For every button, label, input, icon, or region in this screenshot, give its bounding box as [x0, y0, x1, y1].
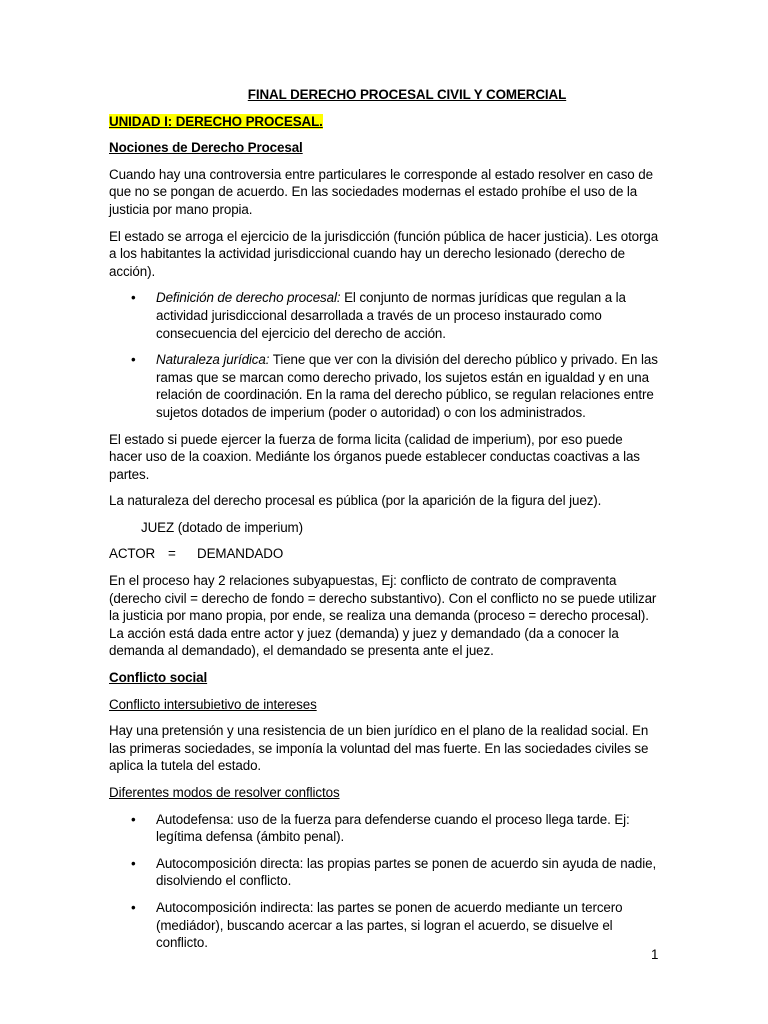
- juez-line: JUEZ (dotado de imperium): [141, 519, 303, 535]
- paragraph-imperium: El estado si puede ejercer la fuerza de forma licita (calidad de imperium), por eso puede hacer uso de la coaxion. Mediánte los órganos puede establecer conductas coactivas a las partes.: [109, 431, 640, 482]
- demandado-label: DEMANDADO: [197, 546, 284, 562]
- subheading-modos-resolver: Diferentes modos de resolver conflictos: [109, 785, 340, 800]
- list-item-definicion: [109, 289, 659, 342]
- paragraph-controversia: Cuando hay una controversia entre particulares le corresponde al estado resolver en caso de que no se pongan de acuerdo. En las sociedades modernas el estado prohíbe el uso de la justicia por mano propia.: [109, 166, 653, 217]
- bullet-icon: •: [131, 290, 136, 306]
- bullet-icon: •: [131, 352, 136, 368]
- list-item-text: Autocomposición directa: las propias partes se ponen de acuerdo sin ayuda de nadie, disolviendo el conflicto.: [156, 855, 657, 889]
- definition-term: Naturaleza jurídica:: [156, 352, 270, 368]
- actor-label: ACTOR: [109, 546, 156, 562]
- actor-demandado-row: [109, 545, 659, 563]
- bullet-icon: •: [131, 811, 136, 827]
- subheading-conflicto-intersubjetivo: Conflicto intersubietivo de intereses: [109, 696, 317, 712]
- definition-text: El conjunto de normas jurídicas que regulan a la actividad jurisdiccional desarrollada a través de un proceso instaurado como consecuencia del ejercicio del derecho de acción.: [156, 290, 626, 341]
- definition-list: [109, 289, 659, 421]
- page-number: 1: [651, 947, 659, 962]
- list-item-text: Autodefensa: uso de la fuerza para defenderse cuando el proceso llega tarde. Ej: legítima defensa (ámbito penal).: [156, 811, 630, 845]
- list-item-autocomposicion-indirecta: [109, 899, 659, 952]
- equals-sign: =: [168, 546, 176, 562]
- paragraph-naturaleza-publica: La naturaleza del derecho procesal es pública (por la aparición de la figura del juez).: [109, 493, 602, 509]
- list-item-naturaleza: [109, 351, 659, 421]
- paragraph-pretension: Hay una pretensión y una resistencia de un bien jurídico en el plano de la realidad social. En las primeras sociedades, se imponía la voluntad del mas fuerte. En las sociedades civiles se aplica la tutela del estado.: [109, 723, 649, 774]
- section-heading-conflicto-social: Conflicto social: [109, 670, 208, 686]
- bullet-icon: •: [131, 899, 136, 915]
- definition-text: Tiene que ver con la división del derecho público y privado. En las ramas que se marcan como derecho privado, los sujetos están en igualdad y en una relación de coordinación. En la rama del derecho público, se regulan relaciones entre sujetos dotados de imperium (poder o autoridad) o con los administrados.: [156, 352, 658, 420]
- paragraph-relaciones: En el proceso hay 2 relaciones subyapuestas, Ej: conflicto de contrato de compraventa (derecho civil = derecho de fondo = derecho substantivo). Con el conflicto no se puede utilizar la justicia por mano propia, por ende, se realiza una demanda (proceso = derecho procesal). La acción está dada entre actor y juez (demanda) y juez y demandado (da a conocer la demanda al demandado), el demandado se presenta ante el juez.: [109, 573, 657, 659]
- unit-heading: [109, 113, 659, 131]
- list-item-autodefensa: [109, 811, 659, 846]
- document-title: FINAL DERECHO PROCESAL CIVIL Y COMERCIAL: [247, 87, 567, 102]
- section-heading-nociones: Nociones de Derecho Procesal: [109, 140, 303, 156]
- modes-list: [109, 811, 659, 952]
- bullet-icon: •: [131, 855, 136, 871]
- paragraph-jurisdiccion: El estado se arroga el ejercicio de la jurisdicción (función pública de hacer justicia). Les otorga a los habitantes la actividad jurisdiccional cuando hay un derecho lesionado (derecho de acción).: [109, 228, 659, 279]
- unit-heading-highlight: UNIDAD I: DERECHO PROCESAL.: [109, 113, 323, 129]
- document-page: [109, 86, 659, 961]
- definition-term: Definición de derecho procesal:: [156, 290, 341, 306]
- list-item-text: Autocomposición indirecta: las partes se ponen de acuerdo mediante un tercero (mediádor), buscando acercar a las partes, si logran el acuerdo, se disuelve el conflicto.: [156, 899, 623, 951]
- list-item-autocomposicion-directa: [109, 855, 659, 890]
